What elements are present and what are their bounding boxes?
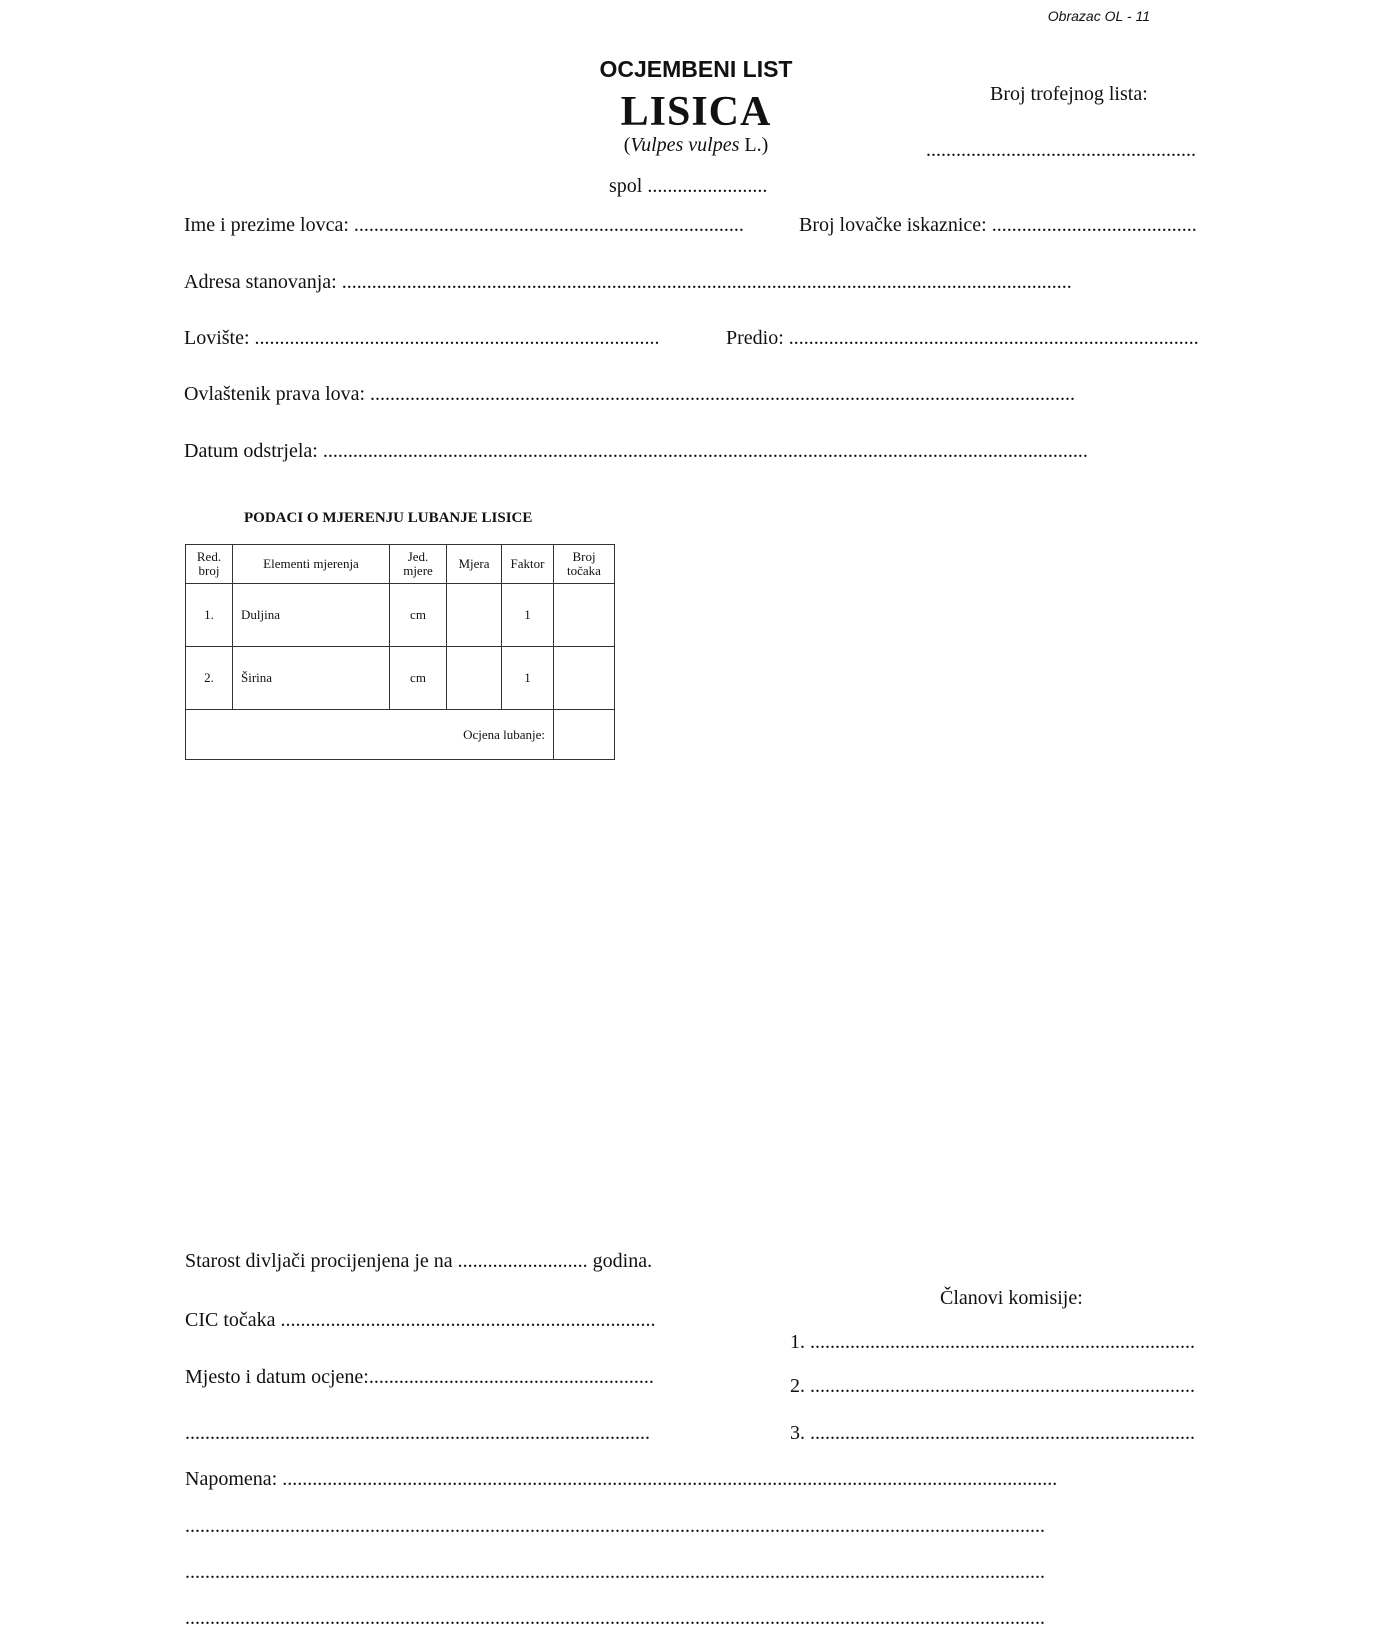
- table-row: [186, 584, 615, 647]
- header-element: Elementi mjerenja: [233, 545, 390, 584]
- trophy-label: Broj trofejnog lista:: [990, 83, 1148, 105]
- header-measure: Mjera: [447, 545, 502, 584]
- member1-field[interactable]: 1. .............................................................................: [790, 1331, 1195, 1353]
- row-points-cell[interactable]: [554, 647, 615, 710]
- row-no: 2.: [186, 647, 233, 710]
- note-line[interactable]: ............................................................................................................................................................................: [185, 1561, 1045, 1583]
- header-unit: Jed. mjere: [390, 545, 447, 584]
- latin-close: L.): [739, 134, 769, 156]
- place-date-field[interactable]: Mjesto i datum ocjene:.........................................................: [185, 1366, 654, 1388]
- row-measure-cell[interactable]: [447, 647, 502, 710]
- row-element: Širina: [233, 647, 390, 710]
- row-points-cell[interactable]: [554, 584, 615, 647]
- note-line[interactable]: ............................................................................................................................................................................: [185, 1515, 1045, 1537]
- age-field[interactable]: Starost divljači procijenjena je na .......................... godina.: [185, 1250, 653, 1272]
- header-factor: Faktor: [502, 545, 554, 584]
- header-no: Red. broj: [186, 545, 233, 584]
- row-unit: cm: [390, 647, 447, 710]
- row-factor: 1: [502, 584, 554, 647]
- address-field[interactable]: Adresa stanovanja: ..................................................................................................................................................: [184, 271, 1072, 293]
- header-points: Broj točaka: [554, 545, 615, 584]
- form-code: Obrazac OL - 11: [1047, 8, 1150, 24]
- hunter-name-field[interactable]: Ime i prezime lovca: ..............................................................................: [184, 214, 744, 236]
- commission-title: Članovi komisije:: [940, 1287, 1083, 1309]
- note-field[interactable]: Napomena: ...........................................................................................................................................................: [185, 1468, 1058, 1490]
- table-row: [186, 647, 615, 710]
- table-header-row: [186, 545, 615, 584]
- row-element: Duljina: [233, 584, 390, 647]
- row-factor: 1: [502, 647, 554, 710]
- note-line[interactable]: ............................................................................................................................................................................: [185, 1607, 1045, 1629]
- member2-field[interactable]: 2. .............................................................................: [790, 1375, 1195, 1397]
- trophy-field[interactable]: ......................................................: [926, 139, 1196, 161]
- row-measure-cell[interactable]: [447, 584, 502, 647]
- total-label: Ocjena lubanje:: [186, 710, 554, 760]
- cic-field[interactable]: CIC točaka ...........................................................................: [185, 1309, 656, 1331]
- latin-open: (: [623, 134, 631, 156]
- shot-date-field[interactable]: Datum odstrjela: .........................................................................................................................................................: [184, 440, 1088, 462]
- form-title: OCJEMBENI LIST: [599, 56, 793, 82]
- hunting-ground-field[interactable]: Lovište: .................................................................................: [184, 327, 660, 349]
- right-holder-field[interactable]: Ovlaštenik prava lova: .............................................................................................................................................: [184, 383, 1076, 405]
- place-date-continued[interactable]: .............................................................................................: [185, 1422, 650, 1444]
- license-field[interactable]: Broj lovačke iskaznice: .........................................: [799, 214, 1197, 236]
- animal-title: LISICA: [620, 89, 772, 135]
- row-no: 1.: [186, 584, 233, 647]
- sex-field[interactable]: spol ........................: [609, 175, 768, 197]
- total-value-cell[interactable]: [554, 710, 615, 760]
- measurement-table: [185, 544, 615, 760]
- member3-field[interactable]: 3. .............................................................................: [790, 1422, 1195, 1444]
- latin-italic: Vulpes vulpes: [630, 134, 740, 156]
- table-title: PODACI O MJERENJU LUBANJE LISICE: [244, 510, 533, 526]
- table-total-row: [186, 710, 615, 760]
- row-unit: cm: [390, 584, 447, 647]
- area-field[interactable]: Predio: ..................................................................................: [726, 327, 1199, 349]
